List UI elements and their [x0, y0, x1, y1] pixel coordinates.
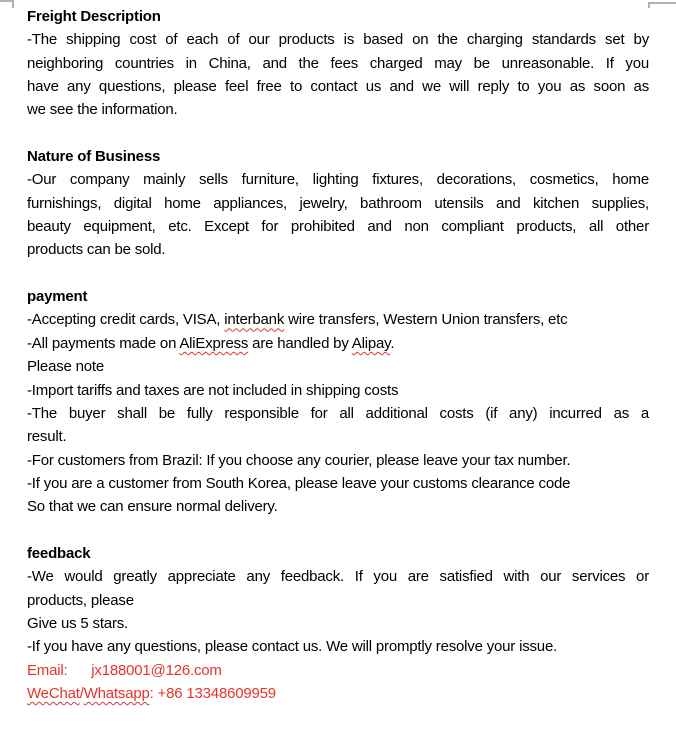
misspelled-word-alipay: Alipay	[351, 334, 391, 352]
text-segment: are handled by	[248, 334, 352, 352]
email-line: Email: jx188001@126.com	[27, 661, 222, 679]
payment-line-6: result.	[27, 428, 67, 446]
business-line-2: furnishings, digital home appliances, jewelry, bathroom utensils and kitchen supplies,	[27, 194, 649, 212]
document-content	[27, 5, 649, 705]
heading-feedback: feedback	[27, 544, 91, 562]
blank-line	[27, 519, 649, 542]
business-line-4: products can be sold.	[27, 241, 166, 259]
heading-nature-of-business: Nature of Business	[27, 148, 161, 166]
heading-freight-description: Freight Description	[27, 8, 161, 25]
table-border-fragment-left	[0, 0, 14, 8]
text-segment: -All payments made on	[27, 334, 180, 352]
freight-line-2: neighboring countries in China, and the fees charged may be unreasonable. If you	[27, 54, 649, 72]
feedback-line-1: -We would greatly appreciate any feedback. If you are satisfied with our services or	[27, 568, 649, 586]
payment-line-8: -If you are a customer from South Korea, please leave your customs clearance code	[27, 474, 571, 492]
misspelled-word-whatsapp: Whatsapp	[83, 684, 150, 702]
misspelled-word-interbank: interbank	[224, 311, 285, 329]
freight-line-1: -The shipping cost of each of our products is based on the charging standards set by	[27, 31, 649, 49]
payment-line-2	[27, 332, 649, 355]
text-segment: -Accepting credit cards, VISA,	[27, 311, 225, 329]
heading-payment: payment	[27, 288, 88, 306]
feedback-line-3: Give us 5 stars.	[27, 614, 129, 632]
blank-line	[27, 262, 649, 285]
payment-line-7: -For customers from Brazil: If you choose any courier, please leave your tax number.	[27, 451, 571, 469]
payment-line-9: So that we can ensure normal delivery.	[27, 498, 278, 516]
business-line-1: -Our company mainly sells furniture, lighting fixtures, decorations, cosmetics, home	[27, 171, 649, 189]
freight-line-4: we see the information.	[27, 101, 178, 119]
misspelled-word-wechat: WeChat	[27, 684, 80, 702]
misspelled-word-aliexpress: AliExpress	[179, 334, 249, 352]
payment-line-5: -The buyer shall be fully responsible for all additional costs (if any) incurred as a	[27, 404, 649, 422]
table-border-fragment-right	[648, 2, 676, 8]
text-segment: : +86 13348609959	[149, 684, 276, 702]
text-segment: .	[390, 334, 395, 352]
blank-line	[27, 122, 649, 145]
text-segment: /	[79, 684, 84, 702]
payment-line-3: Please note	[27, 358, 105, 376]
text-segment: wire transfers, Western Union transfers, etc	[284, 311, 568, 329]
feedback-line-4: -If you have any questions, please contact us. We will promptly resolve your issue.	[27, 638, 558, 656]
wechat-whatsapp-line	[27, 682, 649, 705]
feedback-line-2: products, please	[27, 591, 134, 609]
payment-line-4: -Import tariffs and taxes are not included in shipping costs	[27, 381, 399, 399]
business-line-3: beauty equipment, etc. Except for prohibited and non compliant products, all other	[27, 218, 649, 236]
freight-line-3: have any questions, please feel free to contact us and we will reply to you as soon as	[27, 78, 649, 96]
payment-line-1	[27, 308, 649, 331]
